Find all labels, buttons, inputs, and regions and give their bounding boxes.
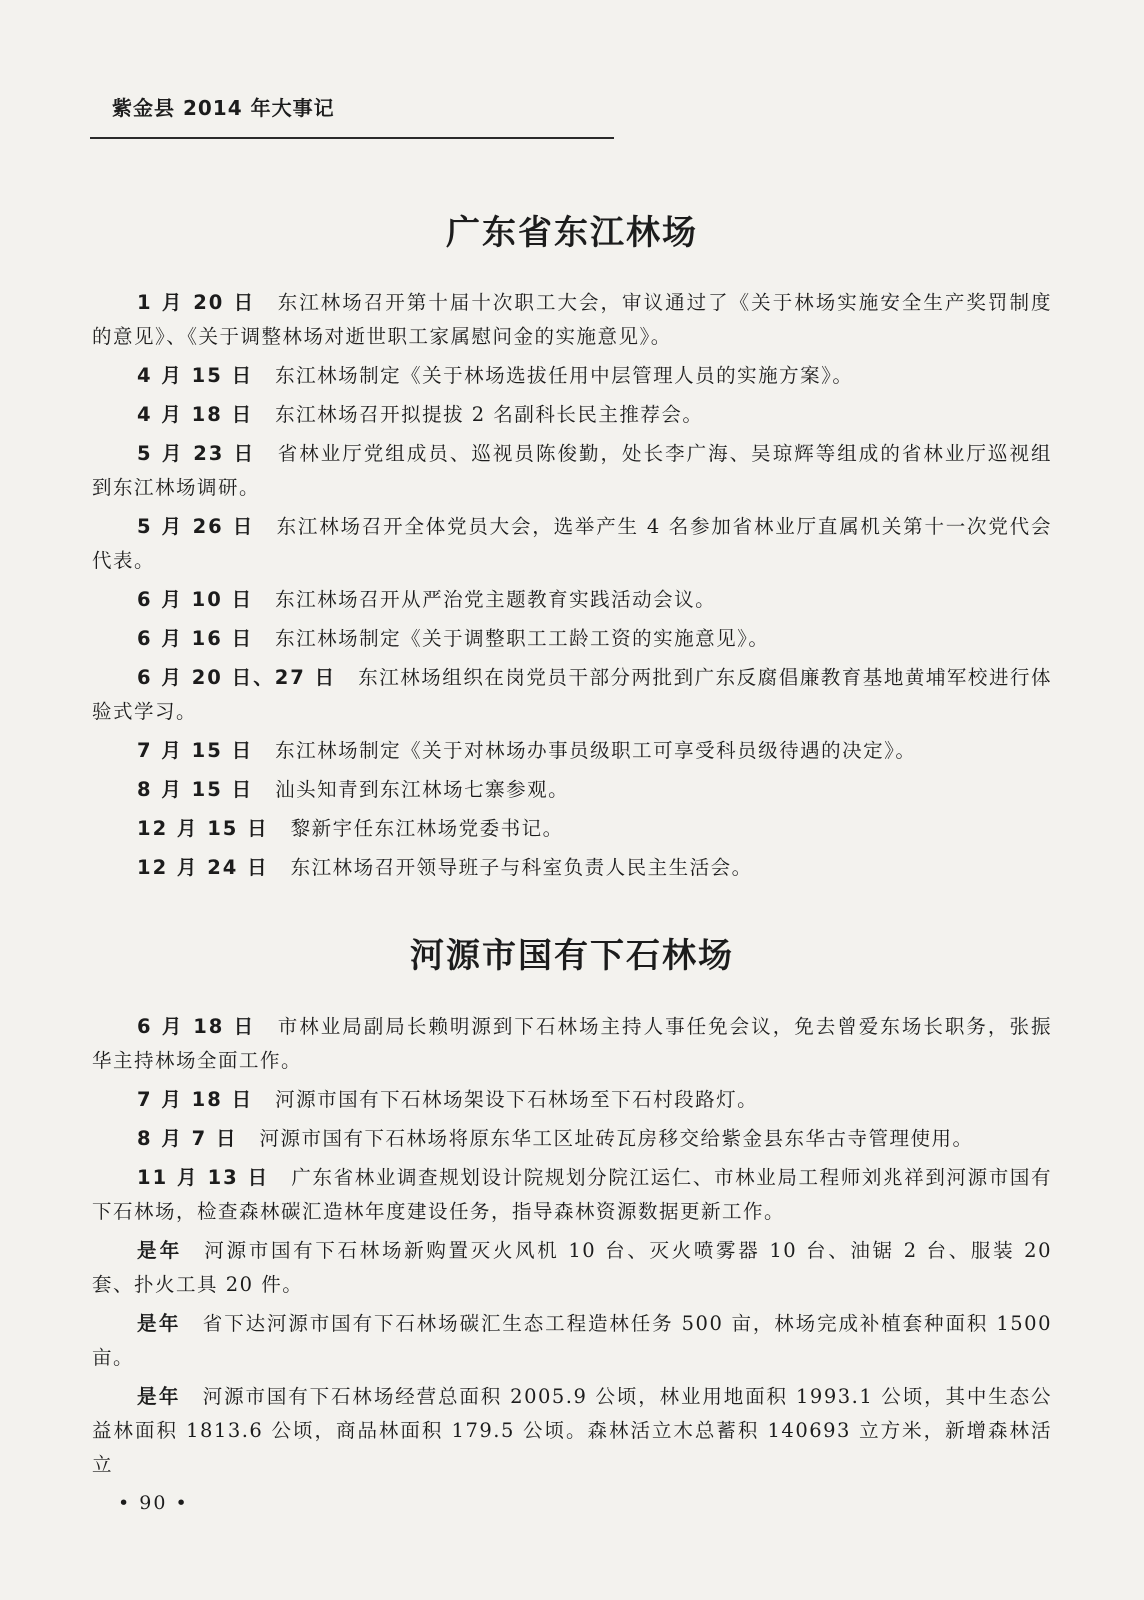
entry [92,1234,1052,1302]
entry [92,1083,1052,1117]
page-number: • 90 • [118,1492,189,1514]
entry-date: 是年 [137,1239,183,1262]
entry-date: 8 月 15 日 [137,778,254,801]
entry [92,773,1052,807]
entry [92,734,1052,768]
entry-date: 12 月 15 日 [137,817,269,840]
entry-text: 东江林场召开全体党员大会，选举产生 4 名参加省林业厅直属机关第十一次党代会代表。 [92,515,1052,572]
entry-text: 东江林场召开拟提拔 2 名副科长民主推荐会。 [275,403,704,426]
entry-date: 6 月 20 日、27 日 [137,666,337,689]
section-title-dongjiang: 广东省东江林场 [446,213,698,253]
entry [92,359,1052,393]
entry-date: 7 月 18 日 [137,1088,254,1111]
entry [92,1010,1052,1078]
entry-text: 东江林场制定《关于调整职工工龄工资的实施意见》。 [275,627,770,650]
entry [92,812,1052,846]
entry [92,1380,1052,1482]
entry-date: 6 月 18 日 [137,1015,256,1038]
entry-text: 东江林场召开从严治党主题教育实践活动会议。 [275,588,717,611]
entry [92,1307,1052,1375]
entry [92,851,1052,885]
entry-date: 6 月 16 日 [137,627,254,650]
entry-text: 市林业局副局长赖明源到下石林场主持人事任免会议，免去曾爱东场长职务，张振华主持林场全面工作。 [92,1015,1052,1072]
running-head: 紫金县 2014 年大事记 [112,96,335,120]
entry-text: 东江林场召开第十届十次职工大会，审议通过了《关于林场实施安全生产奖罚制度的意见》、《关于调整林场对逝世职工家属慰问金的实施意见》。 [92,291,1052,348]
entry-date: 11 月 13 日 [137,1166,270,1189]
entry-text: 汕头知青到东江林场七寨参观。 [275,778,570,801]
entry-text: 东江林场制定《关于对林场办事员级职工可享受科员级待遇的决定》。 [275,739,917,762]
entry-date: 是年 [137,1312,181,1335]
entry-date: 5 月 23 日 [137,442,256,465]
header-rule [90,137,614,139]
entry [92,1122,1052,1156]
entry-text: 东江林场制定《关于林场选拔任用中层管理人员的实施方案》。 [275,364,854,387]
entry [92,661,1052,729]
entries-dongjiang [92,286,1052,890]
entry-date: 8 月 7 日 [137,1127,238,1150]
entry [92,583,1052,617]
section-title-xiashi: 河源市国有下石林场 [410,936,734,976]
entry-date: 1 月 20 日 [137,291,256,314]
entry-date: 12 月 24 日 [137,856,269,879]
entry-text: 河源市国有下石林场架设下石林场至下石村段路灯。 [275,1088,759,1111]
entry-text: 河源市国有下石林场将原东华工区址砖瓦房移交给紫金县东华古寺管理使用。 [259,1127,974,1150]
entry-text: 东江林场召开领导班子与科室负责人民主生活会。 [290,856,753,879]
entry-date: 是年 [137,1385,181,1408]
entry-date: 7 月 15 日 [137,739,254,762]
entry-text: 黎新宇任东江林场党委书记。 [290,817,564,840]
entry-text: 河源市国有下石林场新购置灭火风机 10 台、灭火喷雾器 10 台、油锯 2 台、服装 20 套、扑火工具 20 件。 [92,1239,1052,1296]
entry-date: 4 月 15 日 [137,364,254,387]
entry-date: 5 月 26 日 [137,515,255,538]
entry-text: 河源市国有下石林场经营总面积 2005.9 公顷，林业用地面积 1993.1 公顷，其中生态公益林面积 1813.6 公顷，商品林面积 179.5 公顷。森林活立木总蓄积 140693 立方米，新增森林活立 [92,1385,1052,1476]
entry-text: 广东省林业调查规划设计院规划分院江运仁、市林业局工程师刘兆祥到河源市国有下石林场，检查森林碳汇造林年度建设任务，指导森林资源数据更新工作。 [92,1166,1052,1223]
entry [92,622,1052,656]
entry [92,1161,1052,1229]
entry-date: 4 月 18 日 [137,403,254,426]
entry-text: 省下达河源市国有下石林场碳汇生态工程造林任务 500 亩，林场完成补植套种面积 1500 亩。 [92,1312,1052,1369]
entry-date: 6 月 10 日 [137,588,254,611]
entry-text: 省林业厅党组成员、巡视员陈俊勤，处长李广海、吴琼辉等组成的省林业厅巡视组到东江林场调研。 [92,442,1052,499]
entry [92,437,1052,505]
entry [92,398,1052,432]
entry [92,510,1052,578]
entry-text: 东江林场组织在岗党员干部分两批到广东反腐倡廉教育基地黄埔军校进行体验式学习。 [92,666,1052,723]
entries-xiashi [92,1010,1052,1487]
entry [92,286,1052,354]
